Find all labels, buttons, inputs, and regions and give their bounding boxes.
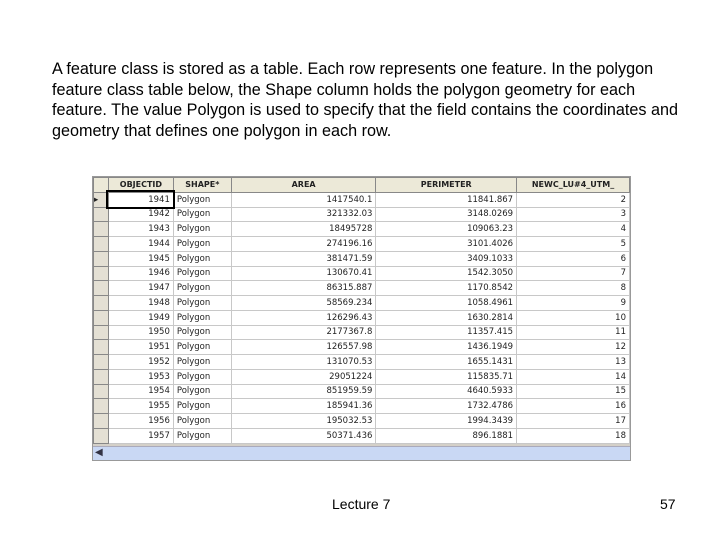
- table-row[interactable]: [94, 266, 630, 281]
- table-cell[interactable]: 1417540.1: [231, 192, 376, 207]
- attribute-table: [92, 176, 631, 461]
- table-cell[interactable]: 1943: [108, 222, 173, 237]
- row-selector[interactable]: [94, 310, 109, 325]
- table-cell[interactable]: 17: [517, 414, 630, 429]
- table-cell[interactable]: 11357.415: [376, 325, 517, 340]
- table-cell[interactable]: Polygon: [173, 251, 231, 266]
- table-cell[interactable]: 50371.436: [231, 428, 376, 443]
- table-cell[interactable]: 115835.71: [376, 369, 517, 384]
- table-cell[interactable]: 12: [517, 340, 630, 355]
- row-selector[interactable]: [94, 222, 109, 237]
- horizontal-scrollbar[interactable]: [93, 446, 630, 460]
- slide-paragraph: A feature class is stored as a table. Each row represents one feature. In the polygon feature class table below, the Shape column holds the polygon geometry for each feature. The value Polygon is used to specify that the field contains the coordinates and geometry that defines one polygon in each row.: [52, 60, 679, 140]
- table-cell[interactable]: 109063.23: [376, 222, 517, 237]
- table-cell[interactable]: 3148.0269: [376, 207, 517, 222]
- table-row[interactable]: [94, 222, 630, 237]
- column-header[interactable]: PERIMETER: [376, 178, 517, 193]
- table-cell[interactable]: 1942: [108, 207, 173, 222]
- table-cell[interactable]: 381471.59: [231, 251, 376, 266]
- table-cell[interactable]: 29051224: [231, 369, 376, 384]
- table-row[interactable]: [94, 325, 630, 340]
- table-cell[interactable]: Polygon: [173, 384, 231, 399]
- table-cell[interactable]: 1944: [108, 237, 173, 252]
- table-cell[interactable]: 3: [517, 207, 630, 222]
- row-selector[interactable]: [94, 237, 109, 252]
- table-cell[interactable]: 4: [517, 222, 630, 237]
- footer-lecture: Lecture 7: [332, 496, 391, 512]
- table-cell[interactable]: 130670.41: [231, 266, 376, 281]
- table-row[interactable]: [94, 310, 630, 325]
- table-cell[interactable]: 18: [517, 428, 630, 443]
- table-cell[interactable]: Polygon: [173, 207, 231, 222]
- table-cell[interactable]: 3101.4026: [376, 237, 517, 252]
- table-cell[interactable]: Polygon: [173, 310, 231, 325]
- table-cell[interactable]: 1947: [108, 281, 173, 296]
- table-cell[interactable]: 274196.16: [231, 237, 376, 252]
- row-selector[interactable]: [94, 340, 109, 355]
- table-cell[interactable]: Polygon: [173, 192, 231, 207]
- table-cell[interactable]: Polygon: [173, 266, 231, 281]
- column-header[interactable]: SHAPE*: [173, 178, 231, 193]
- table-cell[interactable]: Polygon: [173, 222, 231, 237]
- table-cell[interactable]: 58569.234: [231, 296, 376, 311]
- table-cell[interactable]: Polygon: [173, 399, 231, 414]
- table-cell[interactable]: 11841.867: [376, 192, 517, 207]
- table-cell[interactable]: 9: [517, 296, 630, 311]
- table-cell[interactable]: Polygon: [173, 428, 231, 443]
- table-cell[interactable]: 1945: [108, 251, 173, 266]
- table-cell[interactable]: 10: [517, 310, 630, 325]
- row-selector[interactable]: [94, 325, 109, 340]
- row-selector[interactable]: ▸: [94, 192, 109, 207]
- table-cell[interactable]: Polygon: [173, 355, 231, 370]
- row-selector[interactable]: [94, 281, 109, 296]
- table-cell[interactable]: 1949: [108, 310, 173, 325]
- table-cell[interactable]: 1170.8542: [376, 281, 517, 296]
- table-cell[interactable]: 1956: [108, 414, 173, 429]
- table-cell[interactable]: Polygon: [173, 281, 231, 296]
- row-selector[interactable]: [94, 428, 109, 443]
- scroll-left-icon[interactable]: ◀: [95, 447, 103, 458]
- table-cell[interactable]: Polygon: [173, 414, 231, 429]
- table-cell[interactable]: 1994.3439: [376, 414, 517, 429]
- row-selector-header: [94, 178, 109, 193]
- table-cell[interactable]: 1732.4786: [376, 399, 517, 414]
- row-selector[interactable]: [94, 399, 109, 414]
- table-cell[interactable]: 195032.53: [231, 414, 376, 429]
- row-selector[interactable]: [94, 414, 109, 429]
- table-cell[interactable]: Polygon: [173, 237, 231, 252]
- row-selector[interactable]: [94, 296, 109, 311]
- table-cell[interactable]: Polygon: [173, 296, 231, 311]
- table-cell[interactable]: 11: [517, 325, 630, 340]
- table-cell[interactable]: 18495728: [231, 222, 376, 237]
- table-cell[interactable]: 5: [517, 237, 630, 252]
- table-row[interactable]: [94, 207, 630, 222]
- row-selector[interactable]: [94, 355, 109, 370]
- table-row[interactable]: [94, 251, 630, 266]
- table-cell[interactable]: 1952: [108, 355, 173, 370]
- table-cell[interactable]: 126557.98: [231, 340, 376, 355]
- table-cell[interactable]: 1951: [108, 340, 173, 355]
- row-selector[interactable]: [94, 384, 109, 399]
- table-cell[interactable]: 126296.43: [231, 310, 376, 325]
- table-row[interactable]: [94, 237, 630, 252]
- table-row[interactable]: [94, 296, 630, 311]
- table-row[interactable]: [94, 414, 630, 429]
- table-cell[interactable]: Polygon: [173, 325, 231, 340]
- table-cell[interactable]: 7: [517, 266, 630, 281]
- row-selector[interactable]: [94, 207, 109, 222]
- table-row[interactable]: [94, 384, 630, 399]
- table-cell[interactable]: 1058.4961: [376, 296, 517, 311]
- table-cell[interactable]: 8: [517, 281, 630, 296]
- table-cell[interactable]: 1542.3050: [376, 266, 517, 281]
- table-cell[interactable]: 1957: [108, 428, 173, 443]
- table-row[interactable]: [94, 369, 630, 384]
- table-cell[interactable]: Polygon: [173, 340, 231, 355]
- table-cell[interactable]: 1954: [108, 384, 173, 399]
- table-cell[interactable]: 16: [517, 399, 630, 414]
- table-cell[interactable]: 2177367.8: [231, 325, 376, 340]
- row-selector[interactable]: [94, 251, 109, 266]
- column-header[interactable]: OBJECTID: [108, 178, 173, 193]
- table-cell[interactable]: 1630.2814: [376, 310, 517, 325]
- table-cell[interactable]: 15: [517, 384, 630, 399]
- table-row[interactable]: [94, 428, 630, 443]
- table-cell[interactable]: 1946: [108, 266, 173, 281]
- column-header[interactable]: NEWC_LU#4_UTM_: [517, 178, 630, 193]
- table-cell[interactable]: 1948: [108, 296, 173, 311]
- table-row[interactable]: [94, 355, 630, 370]
- column-header[interactable]: AREA: [231, 178, 376, 193]
- table-cell[interactable]: 14: [517, 369, 630, 384]
- table-cell[interactable]: 896.1881: [376, 428, 517, 443]
- table-row[interactable]: [94, 399, 630, 414]
- table-cell[interactable]: 851959.59: [231, 384, 376, 399]
- table-cell[interactable]: 321332.03: [231, 207, 376, 222]
- table-row[interactable]: [94, 192, 630, 207]
- table-row[interactable]: [94, 281, 630, 296]
- table-cell[interactable]: 1955: [108, 399, 173, 414]
- table-cell[interactable]: 13: [517, 355, 630, 370]
- table-cell[interactable]: 1655.1431: [376, 355, 517, 370]
- table-cell[interactable]: 6: [517, 251, 630, 266]
- table-cell[interactable]: 1953: [108, 369, 173, 384]
- table-cell[interactable]: 2: [517, 192, 630, 207]
- row-selector[interactable]: [94, 266, 109, 281]
- table-cell[interactable]: 3409.1033: [376, 251, 517, 266]
- table-cell[interactable]: 1941: [108, 192, 173, 207]
- table-cell[interactable]: 185941.36: [231, 399, 376, 414]
- table-cell[interactable]: 131070.53: [231, 355, 376, 370]
- table-cell[interactable]: 86315.887: [231, 281, 376, 296]
- table-row[interactable]: [94, 340, 630, 355]
- page-number: 57: [660, 496, 676, 512]
- table-cell[interactable]: 4640.5933: [376, 384, 517, 399]
- row-selector[interactable]: [94, 369, 109, 384]
- table-cell[interactable]: 1950: [108, 325, 173, 340]
- table-cell[interactable]: 1436.1949: [376, 340, 517, 355]
- table-cell[interactable]: Polygon: [173, 369, 231, 384]
